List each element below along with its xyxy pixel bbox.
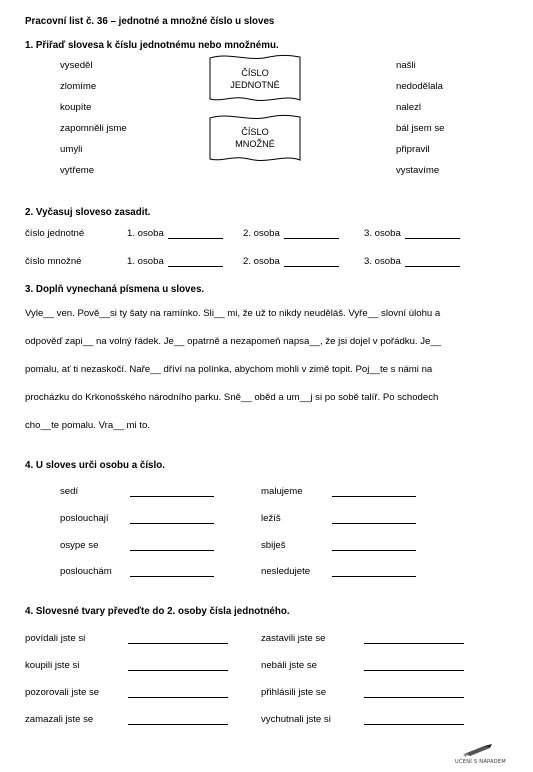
- answer-line[interactable]: [364, 688, 464, 698]
- task4-right-word: nesledujete: [261, 566, 311, 577]
- task1-right-word: bál jsem se: [396, 123, 445, 134]
- singular-box-line2: JEDNOTNÉ: [230, 80, 280, 90]
- task1-left-word: zlomíme: [60, 81, 97, 92]
- task1-left-word: koupíte: [60, 102, 92, 113]
- answer-line[interactable]: [128, 634, 228, 644]
- task2-person: 1. osoba: [127, 256, 164, 267]
- task1-left-word: vyseděl: [60, 60, 93, 71]
- task2-person: 3. osoba: [364, 228, 401, 239]
- answer-line[interactable]: [284, 257, 339, 267]
- task2-person: 3. osoba: [364, 256, 401, 267]
- answer-line[interactable]: [332, 567, 416, 577]
- task5-left-word: koupili jste si: [25, 660, 80, 671]
- task4-left-word: poslouchám: [60, 566, 112, 577]
- task2-person: 2. osoba: [243, 256, 280, 267]
- task2-row-label: číslo množné: [25, 256, 82, 267]
- task3-heading: 3. Doplň vynechaná písmena u sloves.: [25, 284, 205, 295]
- task1-right-word: připravil: [396, 144, 430, 155]
- task2-person: 1. osoba: [127, 228, 164, 239]
- task5-right-word: přihlásili jste se: [261, 687, 327, 698]
- answer-line[interactable]: [130, 567, 214, 577]
- singular-box-line1: ČÍSLO: [241, 68, 269, 78]
- task5-left-word: zamazali jste se: [25, 714, 94, 725]
- task4-right-word: sbiješ: [261, 540, 286, 551]
- task2-heading: 2. Vyčasuj sloveso zasadit.: [25, 207, 151, 218]
- answer-line[interactable]: [284, 229, 339, 239]
- task5-right-word: vychutnali jste si: [261, 714, 331, 725]
- task3-text-line: pomalu, ať ti nezaskočí. Nař​e__ dříví na polínka, abychom mohli v zimě topit. Poj__te s námi na: [25, 364, 433, 375]
- task1-left-word: umyli: [60, 144, 83, 155]
- answer-line[interactable]: [130, 514, 214, 524]
- answer-line[interactable]: [128, 688, 228, 698]
- answer-line[interactable]: [130, 487, 214, 497]
- task5-right-word: nebáli jste se: [261, 660, 317, 671]
- plural-box-line1: ČÍSLO: [241, 127, 269, 137]
- task4-left-word: osype se: [60, 540, 99, 551]
- task4-left-word: poslouchají: [60, 513, 109, 524]
- task1-right-word: našli: [396, 60, 416, 71]
- answer-line[interactable]: [364, 661, 464, 671]
- footer-logo-text: UČENÍ S NÁPADEM: [455, 759, 506, 765]
- answer-line[interactable]: [364, 634, 464, 644]
- task1-left-word: zapomněli jsme: [60, 123, 127, 134]
- task5-left-word: pozorovali jste se: [25, 687, 100, 698]
- task1-right-word: nedodělala: [396, 81, 443, 92]
- task4-right-word: malujeme: [261, 486, 303, 497]
- task1-heading: 1. Přiřaď slovesa k číslu jednotnému nebo množnému.: [25, 40, 279, 51]
- answer-line[interactable]: [168, 257, 223, 267]
- task1-left-word: vytřeme: [60, 165, 95, 176]
- answer-line[interactable]: [128, 661, 228, 671]
- worksheet-title: Pracovní list č. 36 – jednotné a množné číslo u sloves: [25, 16, 275, 27]
- answer-line[interactable]: [332, 541, 416, 551]
- answer-line[interactable]: [332, 487, 416, 497]
- task2-row-label: číslo jednotné: [25, 228, 85, 239]
- answer-line[interactable]: [128, 715, 228, 725]
- task5-heading: 4. Slovesné tvary převeďte do 2. osoby čísla jednotného.: [25, 606, 290, 617]
- pencil-logo-icon: [462, 742, 496, 758]
- answer-line[interactable]: [168, 229, 223, 239]
- task5-left-word: povídali jste si: [25, 633, 86, 644]
- task3-text-line: cho__te pomalu. Vra__ mi to.: [25, 420, 150, 431]
- task3-text-line: Vyle__ ven. Pově__si ty šaty na ramínko. Sli__ mi, že už to nikdy neuděláš. Vyře__ slovní úlohu a: [25, 308, 441, 319]
- answer-line[interactable]: [332, 514, 416, 524]
- task1-right-word: nalezl: [396, 102, 422, 113]
- task3-text-line: odpověď zapi__ na volný řádek. Je__ opatrně a nezapomeň napsa__, že jsi dojel v pořádku. Je__: [25, 336, 442, 347]
- task4-right-word: ležíš: [261, 513, 281, 524]
- answer-line[interactable]: [405, 257, 460, 267]
- answer-line[interactable]: [364, 715, 464, 725]
- answer-line[interactable]: [130, 541, 214, 551]
- task4-left-word: sedí: [60, 486, 79, 497]
- task2-person: 2. osoba: [243, 228, 280, 239]
- plural-box-line2: MNOŽNÉ: [235, 139, 275, 149]
- task1-right-word: vystavíme: [396, 165, 440, 176]
- task5-right-word: zastavili jste se: [261, 633, 326, 644]
- task4-heading: 4. U sloves urči osobu a číslo.: [25, 460, 165, 471]
- answer-line[interactable]: [405, 229, 460, 239]
- task3-text-line: procházku do Krkonošského národního parku. Sně__ oběd a um__j si po sobě talíř. Po schodech: [25, 392, 439, 403]
